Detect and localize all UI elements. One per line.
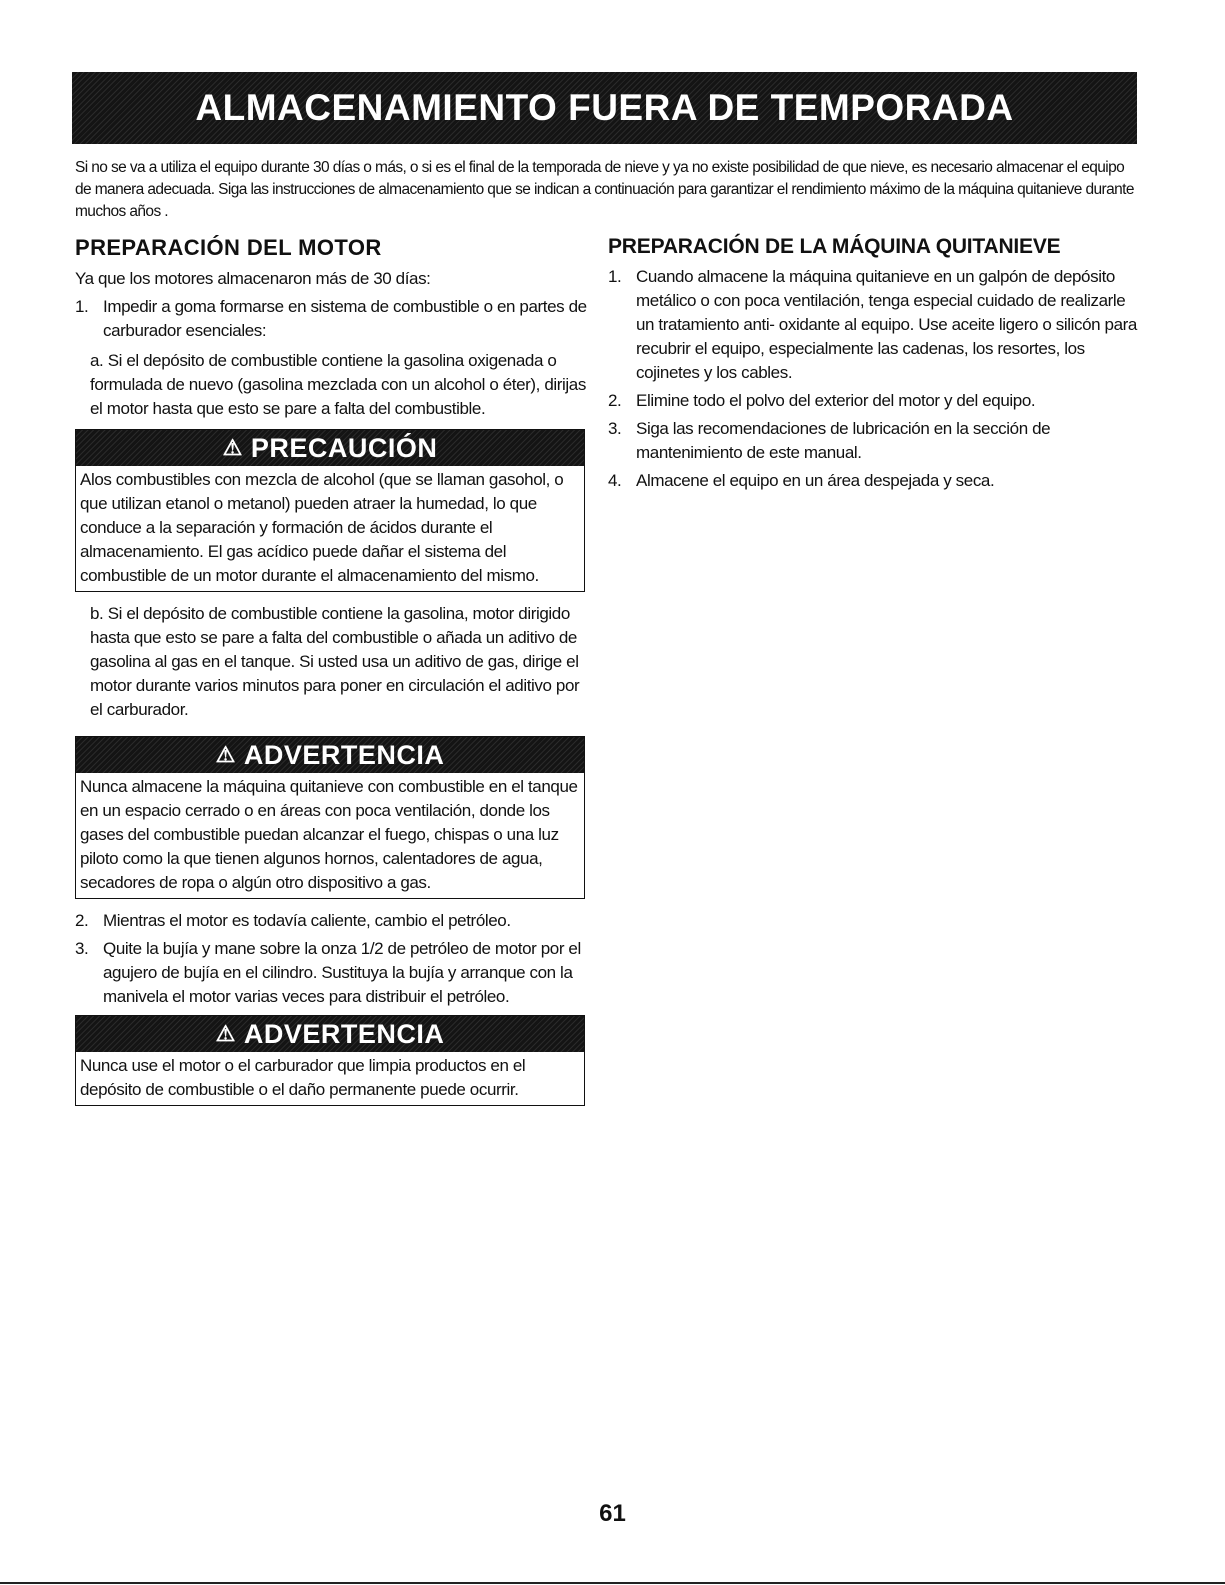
page-number: 61 [599,1500,626,1527]
warning-title: ADVERTENCIA [243,1018,445,1049]
step-number: 3. [608,419,622,438]
step-text: Quite la bujía y mane sobre la onza 1/2 de petróleo de motor por el agujero de bujía en el cilindro. Sustituya la bujía y arranque con la manivela el motor varias veces para distribuir el petróleo. [103,939,581,1006]
warning-box-storage [75,736,585,899]
step-text: Almacene el equipo en un área despejada y seca. [636,471,995,490]
snowthrower-preparation-heading: PREPARACIÓN DE LA MÁQUINA QUITANIEVE [608,235,1061,258]
warning-box-carburetor [75,1015,585,1106]
snowthrower-step [608,417,1143,465]
section-title: ALMACENAMIENTO FUERA DE TEMPORADA [195,87,1014,128]
snowthrower-step [608,469,1143,493]
engine-preparation-heading: PREPARACIÓN DEL MOTOR [75,235,382,260]
engine-step-2 [75,909,595,933]
bottom-rule [0,1582,1225,1584]
step-text: Siga las recomendaciones de lubricación en la sección de mantenimiento de este manual. [636,419,1051,462]
warning-header [76,1016,584,1052]
warning-text: Nunca almacene la máquina quitanieve con combustible en el tanque en un espacio cerrado o en áreas con poca ventilación, donde los gases del combustible puedan alcanzar el fuego, chispas o una luz piloto como la que tienen algunos hornos, calentadores de agua, secadores de ropa o algún otro dispositivo a gas. [80,777,578,892]
step-text: Cuando almacene la máquina quitanieve en un galpón de depósito metálico o con poca ventilación, tenga especial cuidado de realizarle un tratamiento anti- oxidante al equipo. Use aceite ligero o silicón para recubrir el equipo, especialmente las cadenas, los resortes, los cojinetes y los cables. [636,267,1137,382]
step-number: 3. [75,939,89,958]
step-text: Elimine todo el polvo del exterior del motor y del equipo. [636,391,1036,410]
engine-step-3 [75,937,595,1009]
engine-step-1b: b. Si el depósito de combustible contiene la gasolina, motor dirigido hasta que esto se pare a falta del combustible o añada un aditivo de gasolina al gas en el tanque. Si usted usa un aditivo de gas, dirige el motor durante varios minutos para poner en circulación el aditivo por el carburador. [90,604,580,719]
snowthrower-step [608,265,1143,385]
caution-header [76,430,584,466]
step-number: 4. [608,471,622,490]
engine-lead-text: Ya que los motores almacenaron más de 30 días: [75,269,431,288]
caution-text: Alos combustibles con mezcla de alcohol (que se llaman gasohol, o que utilizan etanol o metanol) pueden atraer la humedad, lo que conduce a la separación y formación de ácidos durante el almacenamiento. El gas acídico puede dañar el sistema del combustible de un motor durante el almacenamiento del mismo. [80,470,564,585]
step-text: Impedir a goma formarse en sistema de combustible o en partes de carburador esenciales: [103,297,587,340]
warning-triangle-icon: ⚠ [215,1021,236,1046]
caution-title: PRECAUCIÓN [250,432,438,463]
intro-paragraph: Si no se va a utiliza el equipo durante 30 días o más, o si es el final de la temporada de nieve y ya no existe posibilidad de que nieve, es necesario almacenar el equipo de manera adecuada. Siga las instrucciones de almacenamiento que se indican a continuación para garantizar el rendimiento máximo de la máquina quitanieve durante muchos años . [75,159,1134,220]
warning-text: Nunca use el motor o el carburador que limpia productos en el depósito de combustible o el daño permanente puede ocurrir. [80,1056,526,1099]
section-banner [72,72,1137,144]
step-number: 1. [75,297,89,316]
snowthrower-preparation-column [608,235,1143,493]
engine-step-1a: a. Si el depósito de combustible contiene la gasolina oxigenada o formulada de nuevo (gasolina mezclada con un alcohol o éter), dirijas el motor hasta que esto se pare a falta del combustible. [90,351,586,418]
engine-preparation-column [75,235,595,1106]
caution-box [75,429,585,592]
warning-triangle-icon: ⚠ [222,435,243,460]
engine-step-1 [75,295,595,343]
warning-header [76,737,584,773]
warning-title: ADVERTENCIA [243,739,445,770]
warning-triangle-icon: ⚠ [215,742,236,767]
step-number: 2. [75,911,89,930]
snowthrower-step [608,389,1143,413]
step-number: 1. [608,267,622,286]
step-text: Mientras el motor es todavía caliente, cambio el petróleo. [103,911,511,930]
step-number: 2. [608,391,622,410]
